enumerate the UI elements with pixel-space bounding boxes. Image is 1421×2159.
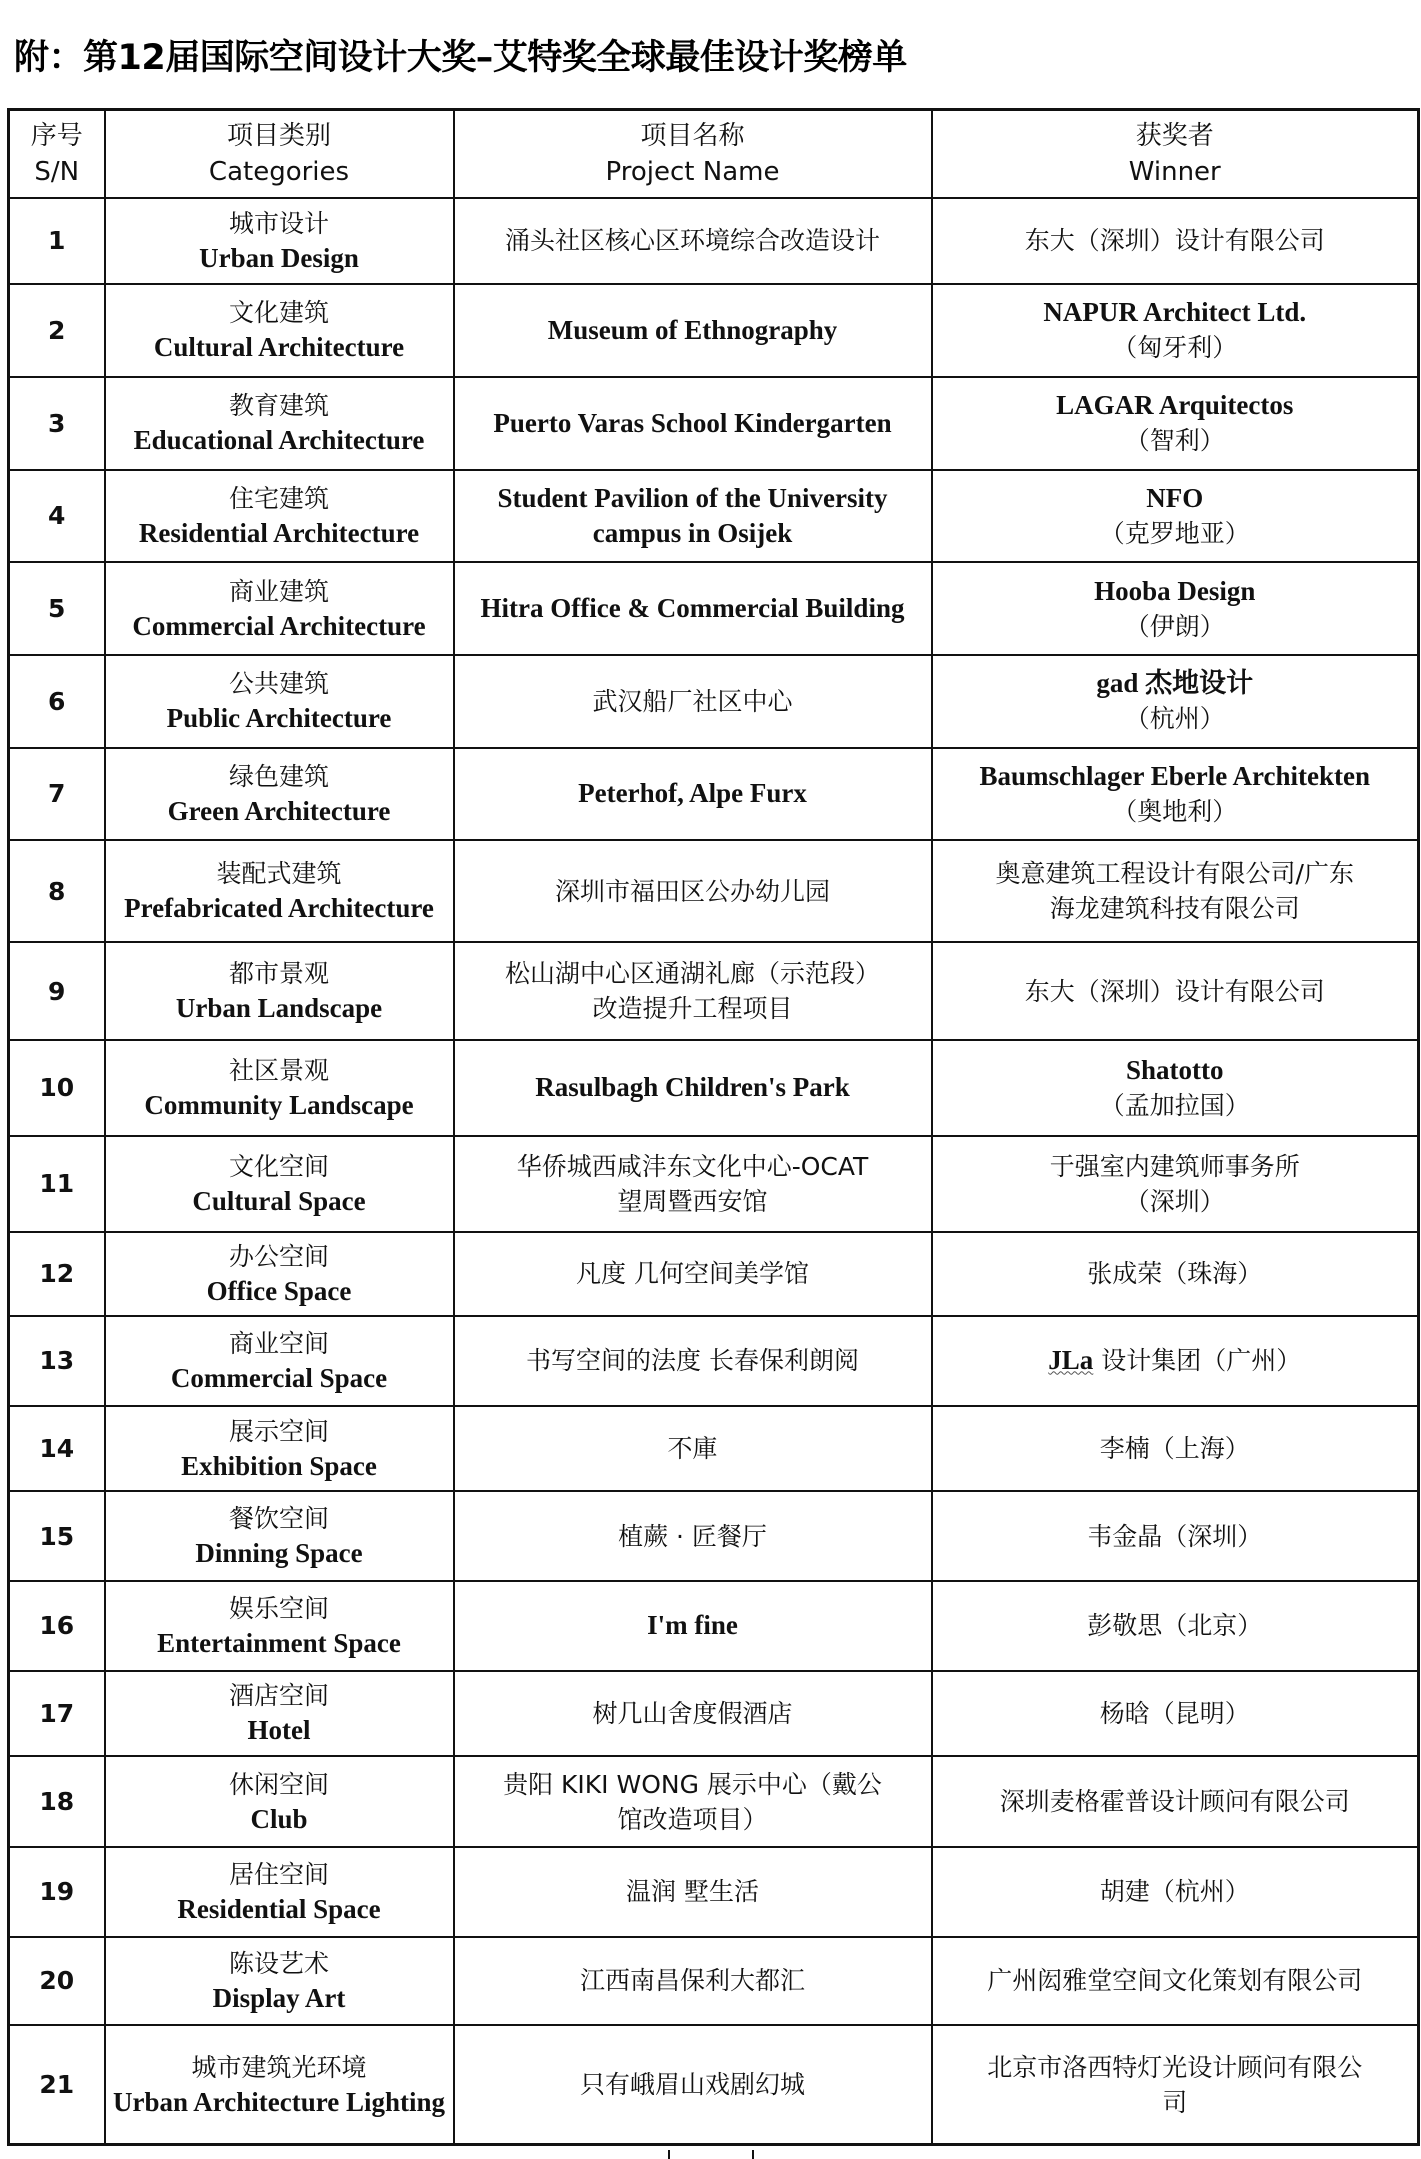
winner-line: 于强室内建筑师事务所 — [1049, 1151, 1300, 1181]
cell-winner — [932, 1937, 1419, 2026]
category-zh: 教育建筑 — [228, 391, 329, 421]
project-line: 凡度 几何空间美学馆 — [576, 1259, 809, 1289]
cell-sn: 17 — [9, 1671, 105, 1757]
cell-project — [454, 284, 932, 377]
table-row — [9, 1406, 1419, 1492]
cell-sn: 11 — [9, 1136, 105, 1232]
winner-suffix: 设计集团（广州） — [1093, 1346, 1302, 1376]
winner-line: NAPUR Architect Ltd. — [1043, 297, 1307, 328]
category-zh: 商业建筑 — [228, 576, 329, 606]
table-row — [9, 562, 1419, 655]
cell-winner — [932, 1136, 1419, 1232]
cell-sn: 1 — [9, 198, 105, 285]
cell-project — [454, 1136, 932, 1232]
category-en: Commercial Space — [170, 1362, 388, 1393]
header-winner — [932, 110, 1419, 198]
cell-category — [105, 2025, 454, 2144]
cell-project — [454, 1232, 932, 1317]
cell-category — [105, 942, 454, 1040]
category-zh: 居住空间 — [228, 1859, 329, 1889]
cell-category — [105, 1937, 454, 2026]
category-en: Educational Architecture — [133, 425, 425, 456]
cell-sn: 16 — [9, 1581, 105, 1671]
project-line: 武汉船厂社区中心 — [592, 686, 793, 716]
category-en: Cultural Space — [192, 1185, 366, 1216]
cell-project — [454, 1847, 932, 1937]
header-project-zh: 项目名称 — [640, 120, 745, 151]
project-line: 华侨城西咸沣东文化中心-OCAT — [516, 1151, 869, 1181]
table-row — [9, 1937, 1419, 2026]
category-en: Urban Design — [199, 242, 359, 273]
header-category — [105, 110, 454, 198]
category-zh: 展示空间 — [228, 1416, 329, 1446]
header-project — [454, 110, 932, 198]
cell-project — [454, 2025, 932, 2144]
category-zh: 酒店空间 — [228, 1681, 329, 1711]
cell-winner — [932, 284, 1419, 377]
category-en: Entertainment Space — [157, 1627, 401, 1658]
cell-category — [105, 1847, 454, 1937]
cell-category — [105, 1581, 454, 1671]
category-zh: 住宅建筑 — [228, 483, 329, 513]
table-row — [9, 1232, 1419, 1317]
category-zh: 绿色建筑 — [228, 761, 329, 791]
cell-winner — [932, 377, 1419, 470]
project-line: 贵阳 KIKI WONG 展示中心（戴公 — [503, 1769, 882, 1799]
cell-category — [105, 198, 454, 285]
winner-line: （杭州） — [1124, 704, 1225, 734]
category-en: Office Space — [206, 1275, 352, 1306]
project-line: 涌头社区核心区环境综合改造设计 — [504, 226, 880, 256]
winner-line: 司 — [1162, 2087, 1188, 2117]
category-en: Dinning Space — [195, 1538, 363, 1569]
category-en: Residential Space — [177, 1893, 381, 1924]
project-line: I'm fine — [647, 1610, 738, 1641]
cell-project — [454, 1316, 932, 1406]
winner-line: gad 杰地设计 — [1096, 668, 1254, 699]
winner-line: （伊朗） — [1124, 611, 1225, 641]
cell-winner — [932, 1847, 1419, 1937]
header-winner-zh: 获奖者 — [1135, 120, 1214, 151]
cell-category — [105, 840, 454, 942]
header-winner-en: Winner — [1128, 156, 1221, 187]
winner-line: （克罗地亚） — [1099, 518, 1250, 548]
table-row — [9, 2025, 1419, 2144]
cell-sn: 15 — [9, 1491, 105, 1581]
category-en: Community Landscape — [144, 1089, 414, 1120]
cell-project — [454, 840, 932, 942]
category-en: Prefabricated Architecture — [124, 893, 434, 924]
cell-sn: 5 — [9, 562, 105, 655]
cell-winner — [932, 2025, 1419, 2144]
category-zh: 装配式建筑 — [216, 859, 342, 889]
cell-project — [454, 1671, 932, 1757]
header-sn-en: S/N — [34, 156, 80, 187]
winner-line: Baumschlager Eberle Architekten — [979, 760, 1370, 791]
cell-category — [105, 562, 454, 655]
cell-winner — [932, 1040, 1419, 1136]
cell-sn: 19 — [9, 1847, 105, 1937]
cell-sn: 13 — [9, 1316, 105, 1406]
project-line: 不庫 — [667, 1434, 718, 1464]
category-zh: 城市设计 — [228, 208, 329, 238]
cell-category — [105, 1316, 454, 1406]
cell-category — [105, 284, 454, 377]
table-row — [9, 1671, 1419, 1757]
winner-line: LAGAR Arquitectos — [1056, 390, 1294, 421]
winner-line: （深圳） — [1124, 1186, 1225, 1216]
winner-line: 北京市洛西特灯光设计顾问有限公 — [987, 2052, 1363, 2082]
cell-category — [105, 1406, 454, 1492]
table-row — [9, 1847, 1419, 1937]
winner-line: Shatotto — [1125, 1054, 1224, 1085]
cell-winner — [932, 1232, 1419, 1317]
cell-winner — [932, 840, 1419, 942]
header-category-en: Categories — [208, 156, 350, 187]
cell-project — [454, 1581, 932, 1671]
cell-winner — [932, 198, 1419, 285]
winner-line: （奥地利） — [1112, 796, 1238, 826]
cell-category — [105, 1136, 454, 1232]
cell-category — [105, 1671, 454, 1757]
cell-sn: 10 — [9, 1040, 105, 1136]
cell-project — [454, 1756, 932, 1847]
cell-sn: 3 — [9, 377, 105, 470]
table-row — [9, 840, 1419, 942]
page-footer-mark — [668, 2150, 754, 2159]
category-zh: 餐饮空间 — [228, 1504, 329, 1534]
winner-line: 张成荣（珠海） — [1087, 1259, 1263, 1289]
winner-line: （孟加拉国） — [1099, 1090, 1250, 1120]
category-zh: 休闲空间 — [228, 1769, 329, 1799]
cell-sn: 12 — [9, 1232, 105, 1317]
winner-line: 韦金晶（深圳） — [1087, 1521, 1263, 1551]
cell-project — [454, 748, 932, 841]
cell-category — [105, 1491, 454, 1581]
cell-winner — [932, 1491, 1419, 1581]
table-row — [9, 284, 1419, 377]
project-line: Puerto Varas School Kindergarten — [493, 407, 892, 438]
cell-sn: 2 — [9, 284, 105, 377]
category-en: Urban Architecture Lighting — [112, 2086, 445, 2117]
header-project-en: Project Name — [605, 156, 780, 187]
category-zh: 陈设艺术 — [228, 1948, 329, 1978]
table-row — [9, 1316, 1419, 1406]
winner-line: 彭敬思（北京） — [1087, 1611, 1263, 1641]
cell-sn: 7 — [9, 748, 105, 841]
winner-line: 深圳麦格霍普设计顾问有限公司 — [999, 1787, 1350, 1817]
cell-sn: 21 — [9, 2025, 105, 2144]
table-row — [9, 748, 1419, 841]
project-line: 只有峨眉山戏剧幻城 — [579, 2070, 805, 2100]
cell-winner — [932, 655, 1419, 748]
cell-category — [105, 1232, 454, 1317]
project-line: 望周暨西安馆 — [617, 1186, 768, 1216]
project-line: 馆改造项目） — [617, 1804, 768, 1834]
cell-category — [105, 377, 454, 470]
category-zh: 娱乐空间 — [228, 1593, 329, 1623]
table-row — [9, 377, 1419, 470]
table-row — [9, 198, 1419, 285]
category-zh: 都市景观 — [228, 959, 329, 989]
cell-sn: 9 — [9, 942, 105, 1040]
cell-project — [454, 1491, 932, 1581]
winner-line: （智利） — [1124, 426, 1225, 456]
cell-category — [105, 748, 454, 841]
category-zh: 文化建筑 — [228, 298, 329, 328]
winner-line: 东大（深圳）设计有限公司 — [1024, 976, 1325, 1006]
table-row — [9, 1040, 1419, 1136]
header-sn — [9, 110, 105, 198]
winner-line: 东大（深圳）设计有限公司 — [1024, 226, 1325, 256]
cell-winner — [932, 470, 1419, 563]
winner-line: Hooba Design — [1094, 575, 1256, 606]
category-zh: 商业空间 — [228, 1328, 329, 1358]
category-en: Green Architecture — [167, 795, 391, 826]
project-line: Peterhof, Alpe Furx — [578, 778, 807, 809]
table-row — [9, 1491, 1419, 1581]
cell-winner — [932, 942, 1419, 1040]
category-en: Public Architecture — [166, 703, 392, 734]
category-en: Cultural Architecture — [153, 332, 405, 363]
cell-winner — [932, 1406, 1419, 1492]
project-line: 松山湖中心区通湖礼廊（示范段） — [504, 959, 880, 989]
project-line: 温润 墅生活 — [626, 1877, 759, 1907]
cell-project — [454, 1040, 932, 1136]
cell-sn: 18 — [9, 1756, 105, 1847]
winner-line: 广州闳雅堂空间文化策划有限公司 — [987, 1966, 1363, 1996]
category-en: Exhibition Space — [181, 1450, 377, 1481]
category-zh: 城市建筑光环境 — [191, 2052, 367, 2082]
project-line: Rasulbagh Children's Park — [535, 1072, 850, 1103]
cell-category — [105, 1756, 454, 1847]
cell-project — [454, 1937, 932, 2026]
header-sn-zh: 序号 — [30, 120, 83, 151]
cell-project — [454, 1406, 932, 1492]
cell-sn: 20 — [9, 1937, 105, 2026]
table-row — [9, 1581, 1419, 1671]
winner-line: 李楠（上海） — [1099, 1434, 1250, 1464]
category-zh: 公共建筑 — [228, 669, 329, 699]
cell-sn: 4 — [9, 470, 105, 563]
category-zh: 办公空间 — [228, 1241, 329, 1271]
table-row — [9, 655, 1419, 748]
table-row — [9, 1756, 1419, 1847]
project-line: Student Pavilion of the University — [497, 482, 888, 513]
winner-brand: JLa — [1048, 1345, 1094, 1376]
award-table — [7, 108, 1420, 2146]
project-line: campus in Osijek — [592, 517, 793, 548]
category-en: Club — [250, 1803, 308, 1834]
project-line: 江西南昌保利大都汇 — [579, 1966, 805, 1996]
page-title: 附：第12届国际空间设计大奖–艾特奖全球最佳设计奖榜单 — [14, 38, 907, 78]
category-en: Residential Architecture — [138, 517, 420, 548]
cell-category — [105, 470, 454, 563]
cell-winner — [932, 1671, 1419, 1757]
winner-line: 奥意建筑工程设计有限公司/广东 — [995, 859, 1354, 889]
category-en: Hotel — [247, 1715, 311, 1746]
project-line: 植蕨 · 匠餐厅 — [618, 1521, 767, 1551]
project-line: 改造提升工程项目 — [592, 994, 793, 1024]
project-line: Museum of Ethnography — [547, 314, 838, 345]
table-row — [9, 470, 1419, 563]
category-en: Display Art — [212, 1982, 346, 2013]
cell-project — [454, 562, 932, 655]
cell-category — [105, 655, 454, 748]
project-line: 书写空间的法度 长春保利朗阅 — [526, 1346, 859, 1376]
cell-project — [454, 377, 932, 470]
winner-line: 胡建（杭州） — [1099, 1877, 1250, 1907]
winner-line: NFO — [1146, 482, 1204, 513]
cell-project — [454, 470, 932, 563]
table-row — [9, 1136, 1419, 1232]
cell-winner — [932, 1581, 1419, 1671]
cell-category — [105, 1040, 454, 1136]
category-zh: 社区景观 — [228, 1055, 329, 1085]
winner-line: 海龙建筑科技有限公司 — [1049, 894, 1300, 924]
cell-sn: 8 — [9, 840, 105, 942]
winner-line: 杨晗（昆明） — [1099, 1698, 1250, 1728]
cell-sn: 6 — [9, 655, 105, 748]
cell-winner — [932, 562, 1419, 655]
header-category-zh: 项目类别 — [226, 120, 331, 151]
category-zh: 文化空间 — [228, 1151, 329, 1181]
cell-winner — [932, 1316, 1419, 1406]
project-line: Hitra Office & Commercial Building — [480, 593, 905, 624]
category-en: Commercial Architecture — [132, 610, 426, 641]
table-header-row — [9, 110, 1419, 198]
winner-line — [939, 1343, 1412, 1378]
cell-project — [454, 655, 932, 748]
winner-line: （匈牙利） — [1112, 333, 1238, 363]
category-en: Urban Landscape — [175, 993, 383, 1024]
table-row — [9, 942, 1419, 1040]
cell-winner — [932, 748, 1419, 841]
cell-project — [454, 942, 932, 1040]
cell-winner — [932, 1756, 1419, 1847]
project-line: 树几山舍度假酒店 — [592, 1698, 793, 1728]
project-line: 深圳市福田区公办幼儿园 — [554, 876, 830, 906]
cell-sn: 14 — [9, 1406, 105, 1492]
cell-project — [454, 198, 932, 285]
